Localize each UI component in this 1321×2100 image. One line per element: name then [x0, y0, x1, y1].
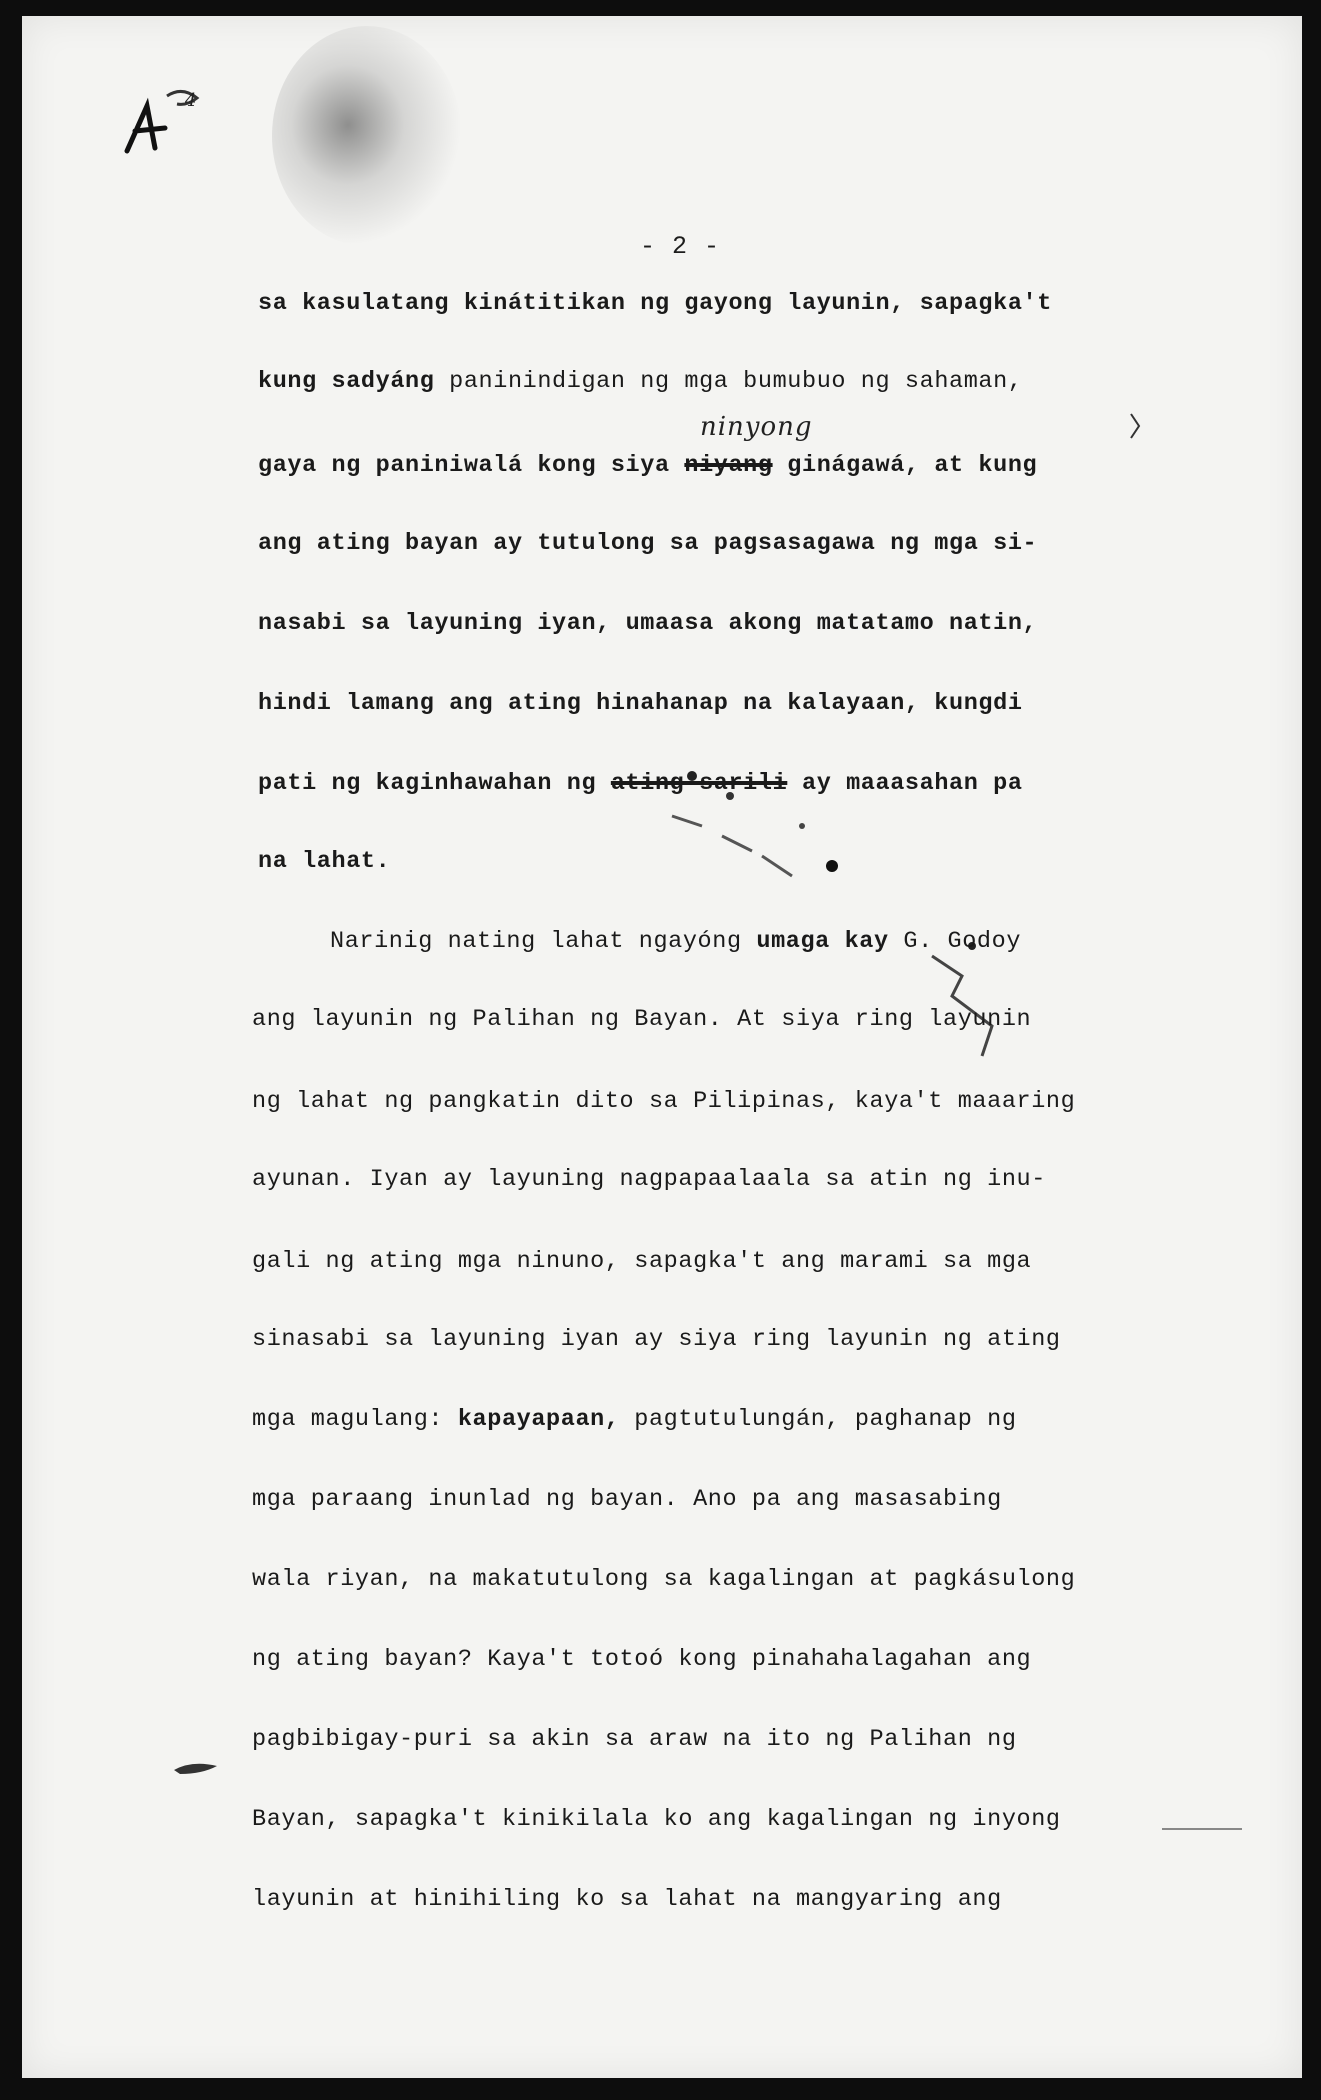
left-margin-blot	[172, 1756, 222, 1780]
corner-annotation: 4	[185, 90, 197, 111]
text-line-7	[258, 770, 1023, 797]
text-segment: wala riyan, na makatutulong sa kagalingan at pagkásulong	[252, 1566, 1076, 1593]
text-segment: Narinig nating lahat ngayóng	[330, 928, 757, 955]
text-segment: pagbibigay-puri sa akin sa araw na ito ng Palihan ng	[252, 1726, 1017, 1753]
text-line-6	[258, 690, 1023, 717]
handwritten-insertion: ninyong	[700, 412, 813, 442]
struck-text: niyang	[684, 452, 773, 479]
text-line-15	[252, 1406, 1017, 1433]
text-line-2	[258, 368, 1023, 395]
text-segment: na lahat.	[258, 848, 391, 875]
corner-handwritten-mark	[107, 76, 217, 166]
text-segment: ng lahat ng pangkatin dito sa Pilipinas, kaya't maaaring	[252, 1088, 1076, 1115]
text-segment: mga magulang:	[252, 1406, 458, 1433]
text-segment: hindi lamang ang ating hinahanap na kalayaan, kungdi	[258, 690, 1023, 717]
text-segment: kung sadyáng	[258, 368, 435, 395]
text-line-9	[330, 928, 1021, 955]
text-segment: gaya ng paniniwalá kong siya	[258, 452, 685, 479]
text-line-19	[252, 1726, 1017, 1753]
text-segment: layunin at hinihiling ko sa lahat na mangyaring ang	[252, 1886, 1002, 1913]
text-segment: ang ating bayan ay tutulong sa pagsasagawa ng mga si-	[258, 530, 1038, 557]
text-segment: ay maaasahan pa	[787, 770, 1023, 797]
text-segment: nasabi sa layunin	[258, 610, 508, 637]
text-line-3	[258, 452, 1037, 479]
text-segment: gali ng ating mga ninuno, sapagka't ang marami sa mga	[252, 1248, 1032, 1275]
text-segment: sinasabi sa layuning iyan ay siya ring layunin ng ating	[252, 1326, 1061, 1353]
text-line-18	[252, 1646, 1031, 1673]
text-segment: kapayapaan,	[457, 1406, 620, 1433]
text-line-10	[252, 1006, 1031, 1033]
text-segment: pagtutulungán, paghanap ng	[619, 1406, 1017, 1433]
text-line-17	[252, 1566, 1075, 1593]
text-line-11	[252, 1088, 1075, 1115]
text-line-12	[252, 1166, 1046, 1193]
text-line-16	[252, 1486, 1002, 1513]
margin-mark	[1128, 411, 1142, 441]
text-line-8	[258, 848, 390, 875]
text-segment: sa kasulatang kinátitikan ng gayong layunin, sapagka't	[258, 290, 1052, 317]
text-line-13	[252, 1248, 1031, 1275]
text-segment: umaga kay	[756, 928, 889, 955]
text-line-1	[258, 290, 1052, 317]
text-segment: paninindigan ng mga bumubuo ng sahaman,	[434, 368, 1023, 395]
text-segment: ginágawá, at kung	[772, 452, 1038, 479]
text-segment: G. Godoy	[888, 928, 1022, 955]
text-line-5	[258, 610, 1037, 637]
text-line-4	[258, 530, 1037, 557]
text-segment: ayunan. Iyan ay layuning nagpapaalaala sa atin ng inu-	[252, 1166, 1046, 1193]
text-segment: g iyan, umaasa akong matatamo natin,	[507, 610, 1038, 637]
text-segment: ang layunin ng Palihan ng Bayan. At siya ring layunin	[252, 1006, 1032, 1033]
text-line-21	[252, 1886, 1002, 1913]
text-line-20	[252, 1806, 1061, 1833]
text-segment: pati ng kaginhawahan ng	[258, 770, 611, 797]
text-line-14	[252, 1326, 1061, 1353]
document-page	[22, 16, 1302, 2078]
struck-text: ating sarili	[610, 770, 788, 797]
text-segment: Bayan, sapagka't kinikilala ko ang kagalingan ng inyong	[252, 1806, 1061, 1833]
margin-rule	[1162, 1828, 1242, 1830]
page-number: - 2 -	[640, 232, 721, 261]
text-segment: mga paraang inunlad ng bayan. Ano pa ang masasabing	[252, 1486, 1002, 1513]
text-segment: ng ating bayan? Kaya't totoó kong pinahahalagahan ang	[252, 1646, 1032, 1673]
ink-smudge	[272, 26, 462, 246]
